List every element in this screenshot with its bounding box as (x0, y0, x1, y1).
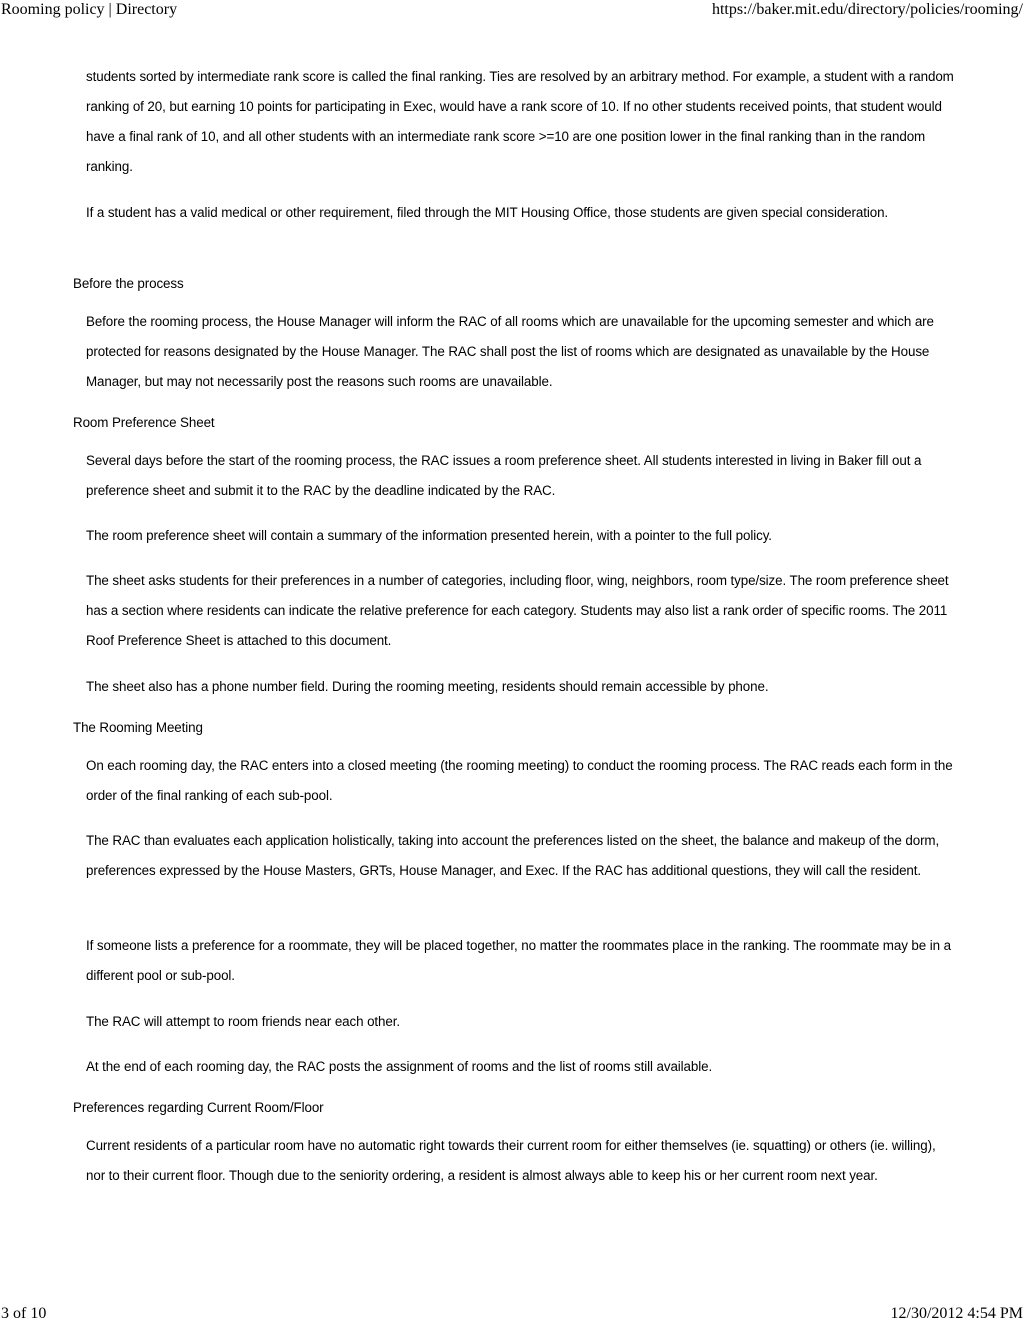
print-timestamp: 12/30/2012 4:54 PM (890, 1305, 1023, 1322)
paragraph: The sheet asks students for their preferences in a number of categories, including floor, wing, neighbors, room type/size. The room preference sheet has a section where residents can indicate the relative preference for each category. Students may also list a rank order of specific rooms. The 2011 Roof Preference Sheet is attached to this document. (86, 573, 949, 648)
paragraph: On each rooming day, the RAC enters into a closed meeting (the rooming meeting) to conduct the rooming process. The RAC reads each form in the order of the final ranking of each sub-pool. (86, 758, 953, 803)
section-heading-preferences-current-room: Preferences regarding Current Room/Floor (73, 1100, 324, 1115)
paragraph: The sheet also has a phone number field. During the rooming meeting, residents should remain accessible by phone. (86, 679, 769, 694)
paragraph: At the end of each rooming day, the RAC posts the assignment of rooms and the list of rooms still available. (86, 1059, 713, 1074)
section-heading-the-rooming-meeting: The Rooming Meeting (73, 720, 203, 735)
paragraph: Before the rooming process, the House Manager will inform the RAC of all rooms which are unavailable for the upcoming semester and which are protected for reasons designated by the House Manager. The RAC shall post the list of rooms which are designated as unavailable by the House Manager, but may not necessarily post the reasons such rooms are unavailable. (86, 314, 934, 389)
page-number: 3 of 10 (1, 1305, 47, 1322)
paragraph: students sorted by intermediate rank score is called the final ranking. Ties are resolved by an arbitrary method. For example, a student with a random ranking of 20, but earning 10 points for participating in Exec, would have a rank score of 10. If no other students received points, that student would have a final rank of 10, and all other students with an intermediate rank score >=10 are one position lower in the final ranking than in the random ranking. (86, 69, 954, 174)
paragraph: Current residents of a particular room have no automatic right towards their current room for either themselves (ie. squatting) or others (ie. willing), nor to their current floor. Though due to the seniority ordering, a resident is almost always able to keep his or her current room next year. (86, 1138, 936, 1183)
section-heading-before-the-process: Before the process (73, 276, 184, 291)
paragraph: Several days before the start of the rooming process, the RAC issues a room preference sheet. All students interested in living in Baker fill out a preference sheet and submit it to the RAC by the deadline indicated by the RAC. (86, 453, 922, 498)
paragraph: If a student has a valid medical or other requirement, filed through the MIT Housing Office, those students are given special consideration. (86, 205, 889, 220)
page-url: https://baker.mit.edu/directory/policies/rooming/ (711, 1, 1023, 18)
section-heading-room-preference-sheet: Room Preference Sheet (73, 415, 215, 430)
paragraph: If someone lists a preference for a roommate, they will be placed together, no matter the roommates place in the ranking. The roommate may be in a different pool or sub-pool. (86, 938, 951, 983)
paragraph: The RAC than evaluates each application holistically, taking into account the preferences listed on the sheet, the balance and makeup of the dorm, preferences expressed by the House Masters, GRTs, House Manager, and Exec. If the RAC has additional questions, they will call the resident. (86, 833, 940, 878)
print-header (0, 0, 1024, 22)
paragraph: The RAC will attempt to room friends near each other. (86, 1014, 400, 1029)
page-title: Rooming policy | Directory (1, 1, 178, 18)
paragraph: The room preference sheet will contain a summary of the information presented herein, with a pointer to the full policy. (86, 528, 772, 543)
print-footer (0, 1304, 1024, 1326)
